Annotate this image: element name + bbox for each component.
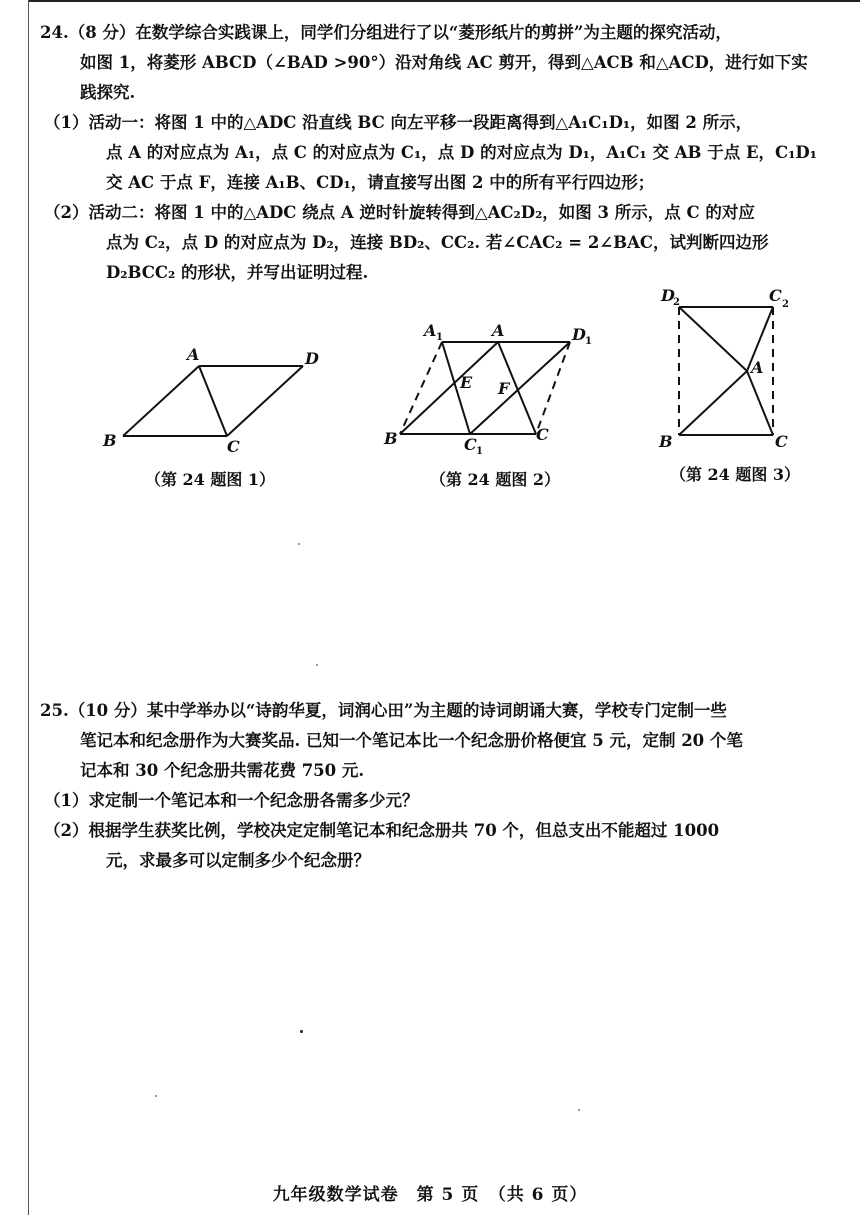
fig3-label-d2: D	[661, 286, 675, 305]
fig2-dashed-a1-b	[400, 342, 442, 434]
scan-speck	[298, 543, 300, 545]
fig3-label-c: C	[775, 432, 788, 451]
question-25	[40, 696, 830, 876]
q24-part1-line-1: （1）活动一：将图 1 中的△ADC 沿直线 BC 向左平移一段距离得到△A₁C₁D₁，如图 2 所示，	[44, 113, 753, 132]
q25-line-1: 25.（10 分）某中学举办以“诗韵华夏，词润心田”为主题的诗词朗诵大赛，学校专门定制一些	[40, 701, 727, 720]
scan-speck	[578, 1109, 580, 1111]
fig3-label-a: A	[751, 358, 764, 377]
figure-3	[655, 285, 805, 455]
figure-1	[95, 340, 335, 460]
q24-part2-line-3: D₂BCC₂ 的形状，并写出证明过程.	[106, 263, 369, 282]
q24-line-3: 践探究.	[80, 83, 136, 102]
scan-speck	[155, 1095, 157, 1097]
page-footer: 九年级数学试卷 第 5 页 （共 6 页）	[272, 1185, 588, 1205]
fig2-label-c: C	[536, 425, 549, 444]
fig2-dashed-d1-c	[536, 342, 570, 434]
fig2-label-e: E	[460, 373, 473, 392]
fig2-label-c1: C	[464, 435, 477, 454]
fig1-edge-ba	[123, 366, 199, 436]
top-border	[28, 0, 860, 2]
fig2-label-a1: A	[424, 321, 437, 340]
q24-part2-line-1: （2）活动二：将图 1 中的△ADC 绕点 A 逆时针旋转得到△AC₂D₂，如图 3 所示，点 C 的对应	[44, 203, 755, 222]
fig2-label-b: B	[384, 429, 398, 448]
figure-2-caption: （第 24 题图 2）	[429, 470, 561, 489]
q25-part2-line-1: （2）根据学生获奖比例，学校决定定制笔记本和纪念册共 70 个，但总支出不能超过 1000	[44, 821, 720, 840]
q25-line-2: 笔记本和纪念册作为大赛奖品. 已知一个笔记本比一个纪念册价格便宜 5 元，定制 20 个笔	[80, 731, 743, 750]
scan-speck	[316, 664, 318, 666]
fig2-label-d1: D	[572, 325, 586, 344]
fig1-edge-dc	[227, 366, 303, 436]
figure-2	[380, 318, 600, 458]
fig3-edge-a-c	[747, 371, 773, 435]
fig2-edge-b-a	[400, 342, 498, 434]
fig1-label-b: B	[103, 431, 117, 450]
fig2-label-c1-sub: 1	[476, 446, 483, 457]
fig2-label-a: A	[492, 321, 505, 340]
fig1-label-c: C	[227, 437, 240, 456]
fig3-edge-d2-a	[679, 307, 747, 371]
figure-3-caption: （第 24 题图 3）	[669, 465, 801, 484]
scan-speck	[300, 1030, 303, 1033]
fig3-label-b: B	[659, 432, 673, 451]
q25-part1-line-1: （1）求定制一个笔记本和一个纪念册各需多少元？	[44, 791, 419, 810]
q24-part1-line-3: 交 AC 于点 F，连接 A₁B、CD₁，请直接写出图 2 中的所有平行四边形；	[106, 173, 655, 192]
q24-line-1: 24.（8 分）在数学综合实践课上，同学们分组进行了以“菱形纸片的剪拼”为主题的探究活动，	[40, 23, 732, 42]
fig3-label-c2: C	[769, 286, 782, 305]
fig2-edge-c1-d1	[470, 342, 570, 434]
left-border	[28, 0, 29, 1215]
q24-part1-line-2: 点 A 的对应点为 A₁，点 C 的对应点为 C₁，点 D 的对应点为 D₁，A₁C₁ 交 AB 于点 E，C₁D₁	[106, 143, 817, 162]
q25-part2-line-2: 元，求最多可以定制多少个纪念册？	[106, 851, 370, 870]
q25-line-3: 记本和 30 个纪念册共需花费 750 元.	[80, 761, 365, 780]
fig1-label-a: A	[187, 345, 200, 364]
q24-line-2: 如图 1，将菱形 ABCD（∠BAD >90°）沿对角线 AC 剪开，得到△ACB 和△ACD，进行如下实	[80, 53, 808, 72]
fig1-label-d: D	[305, 349, 319, 368]
fig3-label-d2-sub: 2	[673, 297, 680, 308]
fig3-label-c2-sub: 2	[782, 299, 789, 310]
fig3-edge-b-a	[679, 371, 747, 435]
fig2-label-d1-sub: 1	[585, 336, 592, 347]
q24-part2-line-2: 点为 C₂，点 D 的对应点为 D₂，连接 BD₂、CC₂. 若∠CAC₂ = 2∠BAC，试判断四边形	[106, 233, 769, 252]
fig2-label-a1-sub: 1	[436, 332, 443, 343]
question-24	[40, 18, 830, 288]
fig2-label-f: F	[498, 379, 510, 398]
figure-1-caption: （第 24 题图 1）	[144, 470, 276, 489]
fig1-diagonal-ac	[199, 366, 227, 436]
